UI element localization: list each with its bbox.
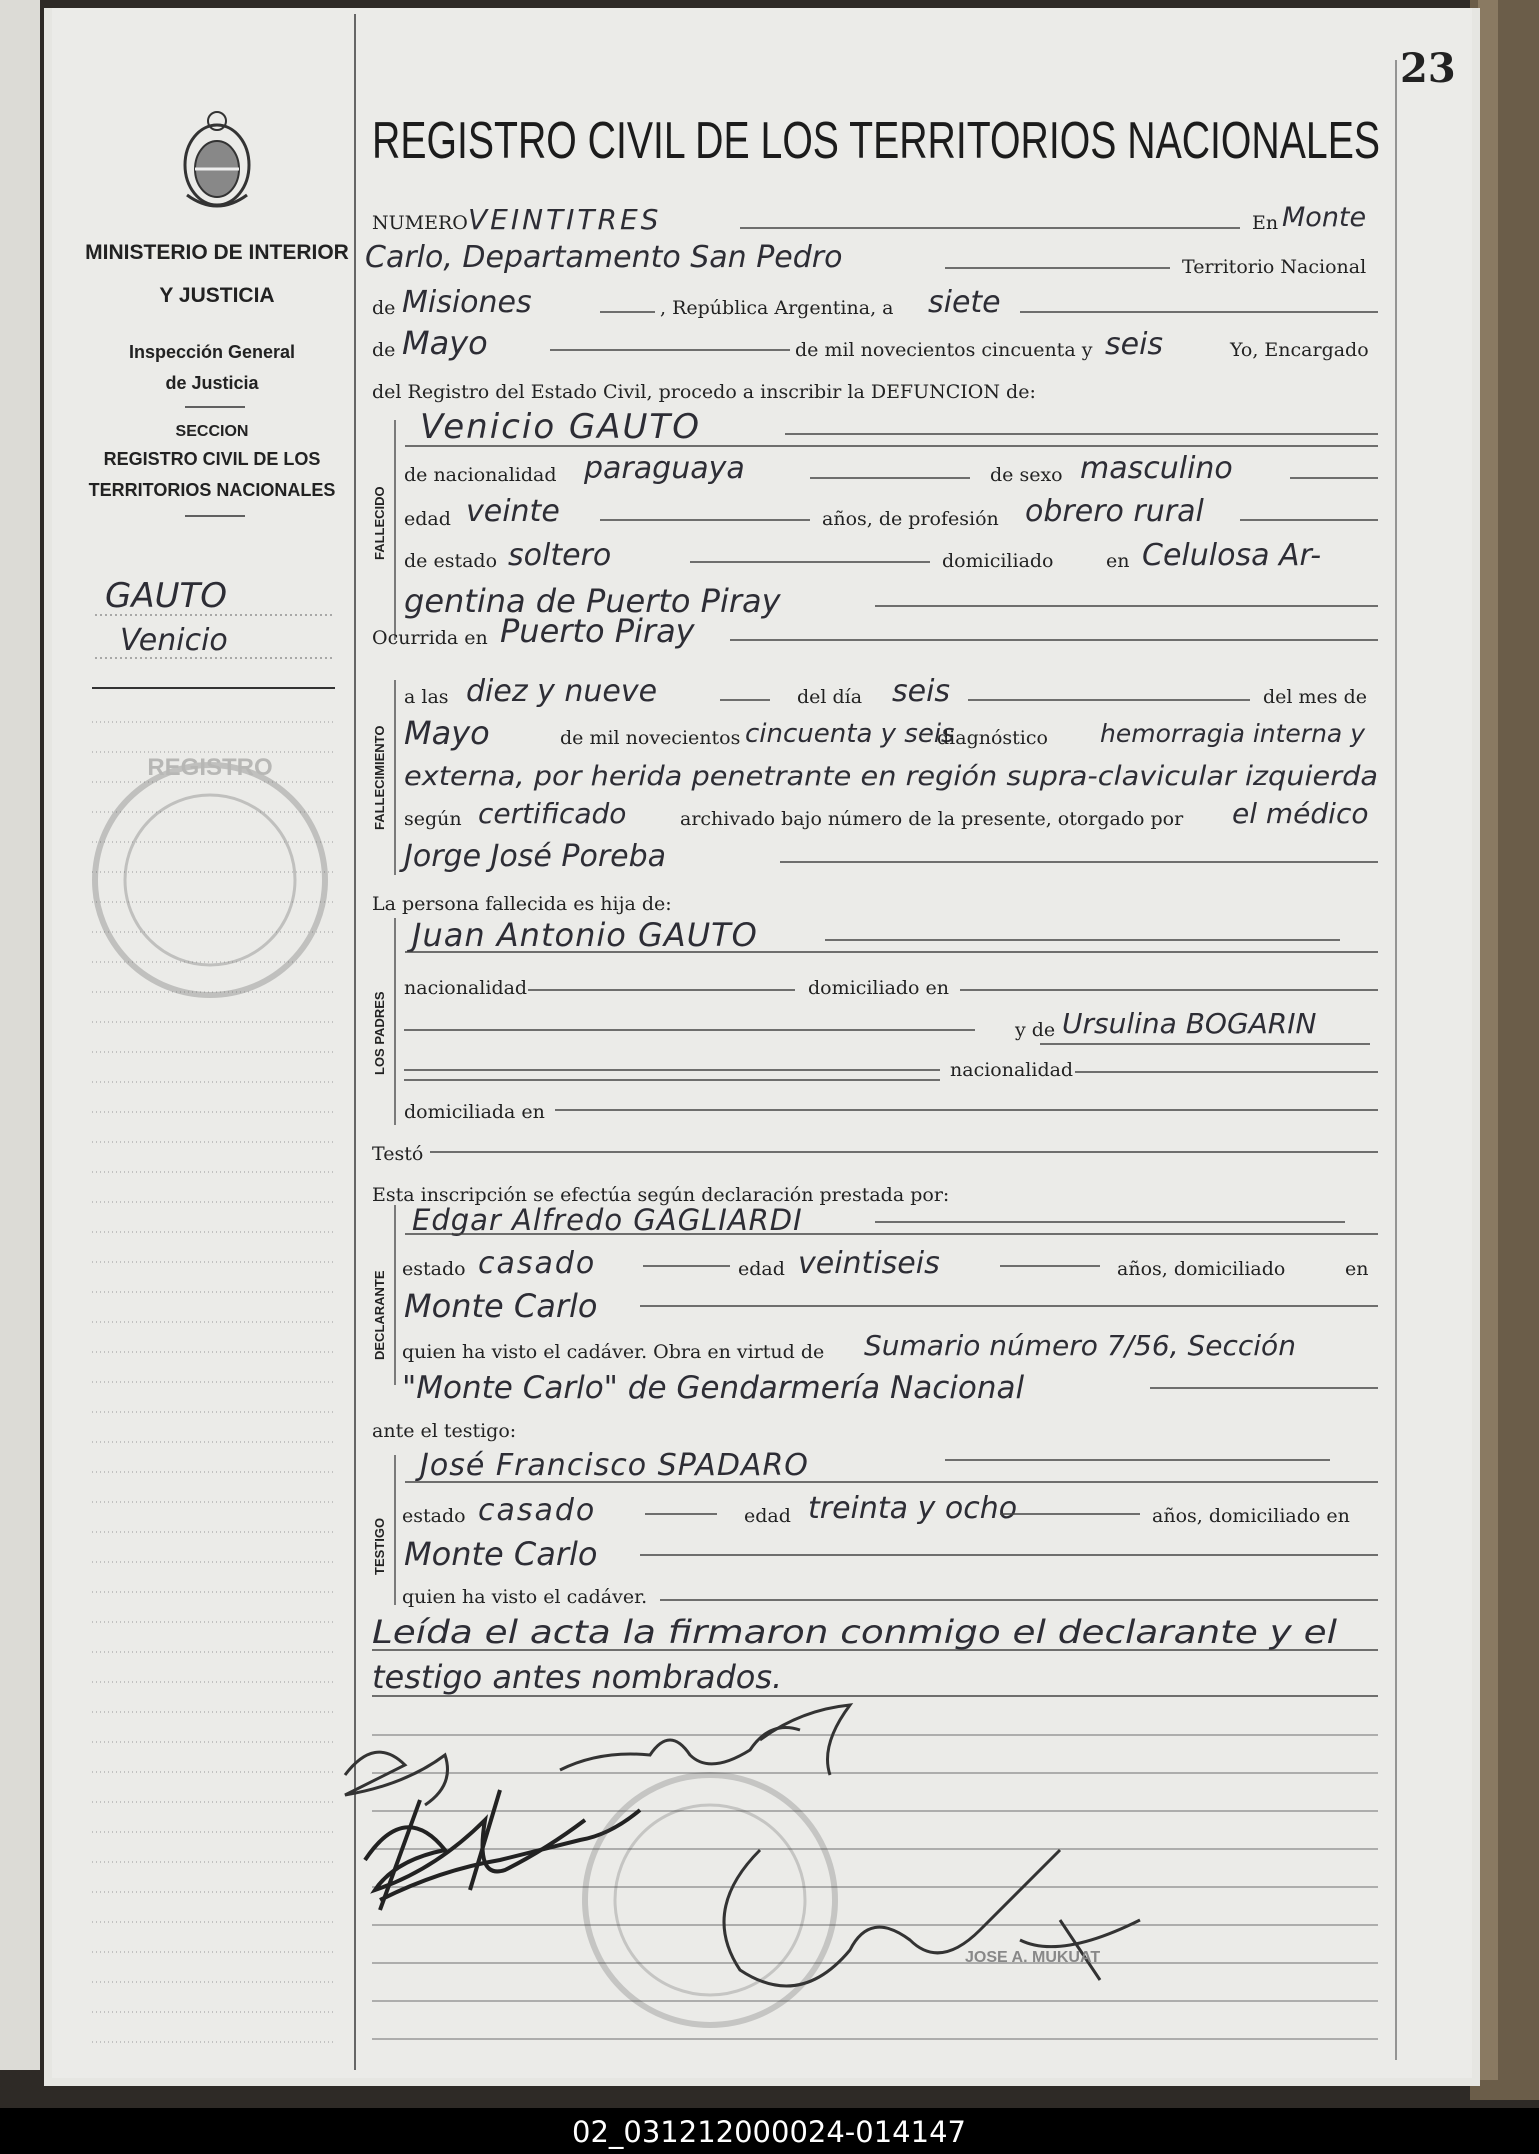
sidebar-surname: GAUTO	[105, 576, 228, 616]
place-line-1: Monte	[1282, 202, 1367, 233]
fallecimiento-label: FALLECIMIENTO	[372, 725, 387, 830]
fallecido-label: FALLECIDO	[372, 486, 387, 560]
padre-nacionalidad-label: nacionalidad	[404, 977, 528, 999]
testigo-label: TESTIGO	[372, 1517, 387, 1575]
madre-domiciliada-label: domiciliada en	[404, 1101, 545, 1123]
anos-profesion-label: años, de profesión	[822, 508, 999, 530]
territory-value: Misiones	[402, 285, 532, 320]
day-value: siete	[928, 285, 1001, 320]
medico-value-1: el médico	[1232, 797, 1369, 830]
declarant-visto-label: quien ha visto el cadáver. Obra en virtud de	[402, 1341, 825, 1363]
svg-text:REGISTRO: REGISTRO	[147, 754, 273, 781]
territorio-label: Territorio Nacional	[1182, 256, 1367, 278]
declarant-obra-2: "Monte Carlo" de Gendarmería Nacional	[402, 1370, 1025, 1406]
witness-anos-label: años, domiciliado en	[1152, 1505, 1350, 1527]
numero-label: NUMERO	[372, 212, 468, 234]
ocurrida-label: Ocurrida en	[372, 627, 488, 649]
witness-name: José Francisco SPADARO	[420, 1448, 809, 1483]
domicilio-label: domiciliado	[942, 550, 1054, 572]
declarant-estado-label: estado	[402, 1258, 466, 1280]
page-number: 23	[1400, 45, 1456, 92]
year-label: de mil novecientos cincuenta y	[795, 339, 1093, 361]
witness-estado: casado	[478, 1493, 597, 1528]
numero-value: VEINTITRES	[468, 203, 662, 236]
declarant-edad: veintiseis	[798, 1246, 940, 1281]
en-label: En	[1252, 212, 1279, 234]
closing-line-1: Leída el acta la firmaron conmigo el declarante y el	[372, 1613, 1338, 1651]
document-title: REGISTRO CIVIL DE LOS TERRITORIOS NACIONALES	[372, 112, 1380, 170]
de-label-2: de	[372, 339, 396, 361]
nacionalidad-label: de nacionalidad	[404, 464, 557, 486]
declarant-name: Edgar Alfredo GAGLIARDI	[412, 1203, 803, 1237]
father-name: Juan Antonio GAUTO	[412, 916, 758, 954]
segun-label: según	[404, 808, 462, 830]
parents-intro: La persona fallecida es hija de:	[372, 893, 672, 915]
intro-label: del Registro del Estado Civil, procedo a inscribir la DEFUNCION de:	[372, 381, 1036, 403]
mother-name: Ursulina BOGARIN	[1062, 1007, 1317, 1040]
section-line-1: REGISTRO CIVIL DE LOS	[103, 449, 321, 469]
estado-value: soltero	[508, 538, 612, 573]
padre-domiciliado-label: domiciliado en	[808, 977, 950, 999]
witness-visto-label: quien ha visto el cadáver.	[402, 1586, 648, 1608]
a-las-label: a las	[404, 686, 449, 708]
declarant-obra-1: Sumario número 7/56, Sección	[864, 1329, 1296, 1362]
deceased-name: Venicio GAUTO	[420, 407, 701, 447]
yo-label: Yo, Encargado	[1230, 339, 1369, 361]
witness-edad: treinta y ocho	[808, 1491, 1018, 1526]
mes-value: Mayo	[404, 714, 490, 752]
diagnostico-value-1: hemorragia interna y	[1100, 719, 1365, 748]
closing-line-2: testigo antes nombrados.	[372, 1658, 783, 1696]
diagnostico-label: diagnóstico	[937, 727, 1048, 749]
ocurrida-value: Puerto Piray	[500, 612, 695, 650]
del-mes-label: del mes de	[1263, 686, 1367, 708]
anio-value: cincuenta y seis	[745, 719, 955, 749]
declarant-domicilio: Monte Carlo	[404, 1287, 598, 1325]
republica-label: , República Argentina, a	[660, 297, 894, 319]
madre-nacionalidad-label: nacionalidad	[950, 1059, 1074, 1081]
hora-value: diez y nueve	[466, 674, 658, 709]
del-dia-label: del día	[797, 686, 863, 708]
nacionalidad-value: paraguaya	[584, 451, 745, 486]
domicilio-value-1: Celulosa Ar-	[1142, 538, 1322, 573]
ministry-line-1: MINISTERIO DE INTERIOR	[85, 241, 349, 264]
witness-intro: ante el testigo:	[372, 1420, 517, 1442]
edad-value: veinte	[466, 494, 560, 529]
profesion-value: obrero rural	[1025, 494, 1204, 529]
ministry-line-2: Y JUSTICIA	[159, 284, 275, 307]
archivado-label: archivado bajo número de la presente, otorgado por	[680, 808, 1184, 830]
section-line-2: TERRITORIOS NACIONALES	[88, 480, 336, 500]
sexo-value: masculino	[1080, 451, 1233, 486]
declarant-en-label: en	[1345, 1258, 1369, 1280]
de-label-1: de	[372, 297, 396, 319]
certificado-value: certificado	[478, 797, 627, 830]
estado-label: de estado	[404, 550, 498, 572]
edad-label: edad	[404, 508, 451, 530]
place-line-2: Carlo, Departamento San Pedro	[365, 240, 843, 275]
stamp-name: JOSE A. MUKUAT	[965, 1949, 1101, 1966]
declarant-edad-label: edad	[738, 1258, 785, 1280]
witness-domicilio: Monte Carlo	[404, 1535, 598, 1573]
year-value: seis	[1105, 327, 1164, 362]
domicilio-en-label: en	[1106, 550, 1130, 572]
declarant-anos-label: años, domiciliado	[1117, 1258, 1286, 1280]
section-label: SECCION	[175, 423, 249, 440]
declarant-intro: Esta inscripción se efectúa según declaración prestada por:	[372, 1184, 950, 1206]
adjacent-page	[0, 0, 40, 2070]
witness-estado-label: estado	[402, 1505, 466, 1527]
mil-label: de mil novecientos	[560, 727, 741, 749]
sidebar-given-name: Venicio	[120, 623, 228, 658]
padres-label: LOS PADRES	[372, 991, 387, 1075]
month-value: Mayo	[402, 324, 488, 362]
inspection-line-2: de Justicia	[165, 373, 259, 393]
testo-label: Testó	[372, 1143, 424, 1165]
dia-value: seis	[892, 674, 951, 709]
inspection-line-1: Inspección General	[128, 342, 296, 362]
sexo-label: de sexo	[990, 464, 1063, 486]
y-de-label: y de	[1015, 1019, 1056, 1041]
file-id: 02_031212000024-014147	[572, 2115, 966, 2149]
witness-edad-label: edad	[744, 1505, 791, 1527]
diagnostico-value-2: externa, por herida penetrante en región supra-clavicular izquierda	[404, 761, 1378, 792]
declarant-estado: casado	[478, 1246, 597, 1281]
domicilio-value-2: gentina de Puerto Piray	[404, 582, 781, 620]
medico-value-2: Jorge José Poreba	[404, 839, 667, 874]
declarante-label: DECLARANTE	[372, 1270, 387, 1360]
